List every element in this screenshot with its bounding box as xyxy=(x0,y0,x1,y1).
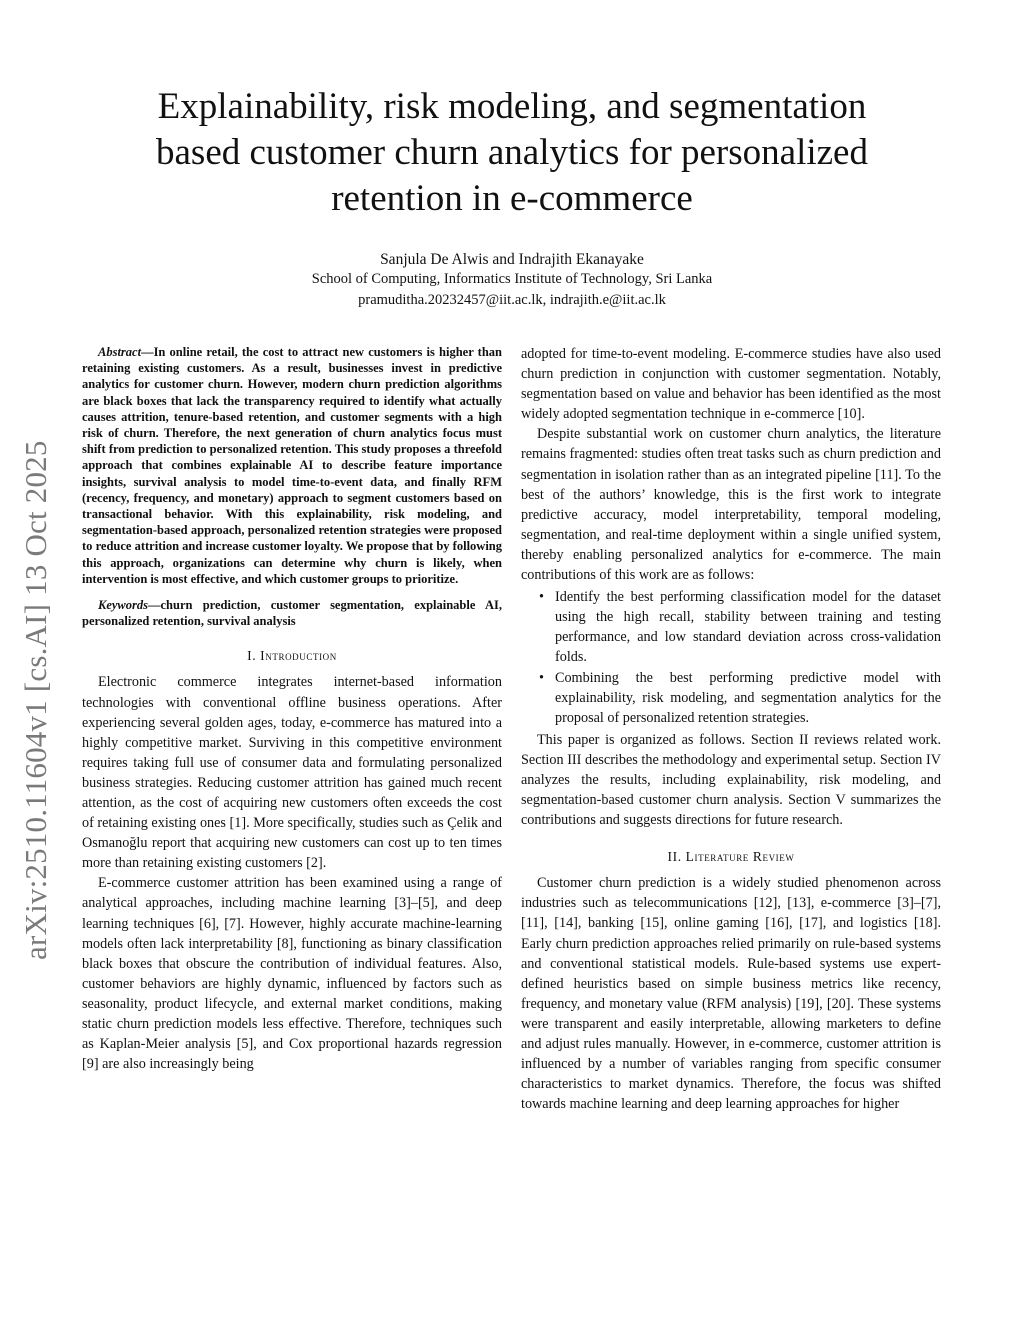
abstract xyxy=(82,344,502,587)
intro-continuation: adopted for time-to-event modeling. E-commerce studies have also used churn prediction in conjunction with customer segmentation. Notably, segmentation based on value and behavior has been identified as the most widely adopted segmentation technique in e-commerce [10]. xyxy=(521,346,941,423)
keywords xyxy=(82,597,502,629)
intro-paragraph: Despite substantial work on customer churn analytics, the literature remains fragmented: studies often treat tasks such as churn prediction and segmentation in isolation rather than as an integrated pipeline [11]. To the best of the authors’ knowledge, this is the first work to integrate predictive accuracy, model interpretability, temporal modeling, segmentation, and real-time deployment within a single unified system, thereby enabling personalized analytics for e-commerce. The main contributions of this work are as follows: xyxy=(521,426,941,584)
title-line: retention in e-commerce xyxy=(331,178,693,219)
keywords-lead: Keywords xyxy=(98,598,148,613)
section-heading-literature-review: II. Literature Review xyxy=(667,849,795,865)
list-item xyxy=(539,668,941,728)
abstract-lead: Abstract xyxy=(98,345,142,359)
literature-paragraph: Customer churn prediction is a widely studied phenomenon across industries such as telecommunications [12], [13], e-commerce [3]–[7], [11], [14], banking [15], online gaming [16], [17], and logistics [18]. Early churn prediction approaches relied primarily on rule-based systems and conventional statistical models. Rule-based systems use expert-defined heuristics based on simple business metrics like recency, frequency, and monetary value (RFM analysis) [19], [20]. These systems were transparent and easily interpretable, allowing marketers to define and adjust rules manually. However, in e-commerce, customer attrition is influenced by a number of variables ranging from specific consumer characteristics to market dynamics. Therefore, the focus was shifted towards machine learning and deep learning approaches for higher xyxy=(521,875,941,1113)
authors: Sanjula De Alwis and Indrajith Ekanayake xyxy=(380,251,644,268)
list-item-text: Identify the best performing classification model for the dataset using the high recall, stability between training and testing performance, and low standard deviation across cross-validation folds. xyxy=(555,589,941,666)
author-emails: pramuditha.20232457@iit.ac.lk, indrajith.e@iit.ac.lk xyxy=(358,292,666,308)
bullet-icon: • xyxy=(539,669,544,686)
title-line: based customer churn analytics for personalized xyxy=(156,132,868,173)
contributions-list xyxy=(521,587,941,728)
intro-paragraph: This paper is organized as follows. Section II reviews related work. Section III describes the methodology and experimental setup. Section IV analyzes the results, including explainability, risk modeling, and segmentation-based customer churn analysis. Section V summarizes the contributions and suggests directions for future research. xyxy=(521,731,941,829)
left-column xyxy=(82,344,502,1074)
bullet-icon: • xyxy=(539,589,544,606)
list-item xyxy=(539,587,941,667)
keywords-text: —churn prediction, customer segmentation, explainable AI, personalized retention, survival analysis xyxy=(82,598,502,629)
intro-paragraph: E-commerce customer attrition has been examined using a range of analytical approaches, including machine learning [3]–[5], and deep learning techniques [6], [7]. However, highly accurate machine-learning models often lack interpretability [8], functioning as binary classification black boxes that obscure the contribution of individual features. Also, customer behaviors are highly dynamic, influenced by factors such as seasonality, product lifecycle, and external market conditions, making static churn prediction models less effective. Therefore, techniques such as Kaplan-Meier analysis [5], and Cox proportional hazards regression [9] are also increasingly being xyxy=(82,875,502,1073)
affiliation: School of Computing, Informatics Institute of Technology, Sri Lanka xyxy=(311,271,713,287)
title-line: Explainability, risk modeling, and segmentation xyxy=(157,86,867,127)
intro-paragraph: Electronic commerce integrates internet-based information technologies with conventional offline business operations. After experiencing several golden ages, today, e-commerce has matured into a highly competitive market. Surviving in this competitive environment requires taking full use of consumer data and formulating personalized business strategies. Reducing customer attrition has gained much recent attention, as the cost of acquiring new customers often exceeds the cost of retaining existing ones [1]. More specifically, studies such as Çelik and Osmanoğlu report that acquiring new customers can cost up to ten times more than retaining existing customers [2]. xyxy=(82,674,502,872)
paper-title xyxy=(80,84,944,222)
abstract-text: —In online retail, the cost to attract new customers is higher than retaining existing customers. As a result, businesses invest in predictive analytics for customer churn. However, modern churn prediction algorithms are black boxes that lack the transparency required to identify what actually causes attrition, tenure-based retention, and customer segments with a high risk of churn. Therefore, the next generation of churn analytics focus must shift from prediction to personalized retention. This study proposes a threefold approach that combines explainable AI to describe feature importance insights, survival analysis to model time-to-event data, and finally RFM (recency, frequency, and monetary) approach to segment customers based on transactional behavior. With this explainability, risk modeling, and segmentation-based approach, personalized retention strategies were proposed to reduce attrition and increase customer loyalty. We propose that by following this approach, organizations can determine why churn is likely, when intervention is most effective, and which customer groups to prioritize. xyxy=(82,345,502,586)
list-item-text: Combining the best performing predictive model with explainability, risk modeling, and segmentation analytics for the proposal of personalized retention strategies. xyxy=(555,669,941,726)
arxiv-side-stamp: arXiv:2510.11604v1 [cs.AI] 13 Oct 2025 xyxy=(18,440,53,960)
section-heading-introduction: I. Introduction xyxy=(247,648,337,664)
right-column xyxy=(521,344,941,1114)
